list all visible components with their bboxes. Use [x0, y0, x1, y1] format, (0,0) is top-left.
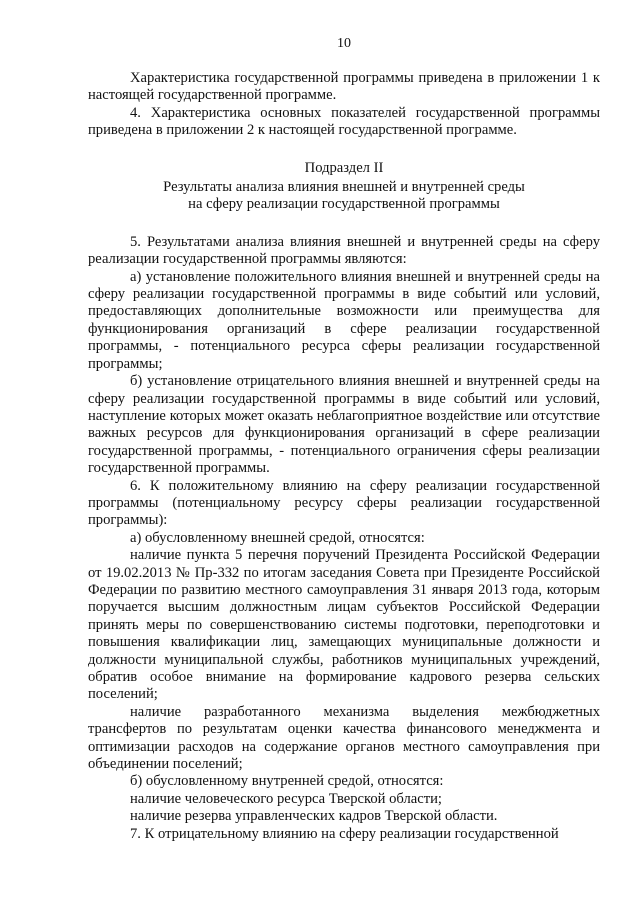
- paragraph-5a: а) установление положительного влияния внешней и внутренней среды на сферу реализации государственной программы в виде событий или условий, предоставляющих дополнительные возможности или преимущества для функционирования организаций в сфере реализации государственной программы, - потенциального ресурса сферы реализации государственной программы;: [88, 268, 600, 372]
- paragraph-5: 5. Результатами анализа влияния внешней и внутренней среды на сферу реализации государственной программы являются:: [88, 233, 600, 268]
- paragraph-6b: б) обусловленному внутренней средой, относятся:: [130, 773, 444, 790]
- paragraph-6b-item-1: наличие человеческого ресурса Тверской области;: [130, 790, 442, 807]
- paragraph-6b-item-2: наличие резерва управленческих кадров Тверской области.: [130, 808, 498, 825]
- subsection-label: Подраздел II: [304, 159, 384, 176]
- page-number: 10: [337, 36, 351, 51]
- paragraph-7: 7. К отрицательному влиянию на сферу реализации государственной: [130, 825, 559, 842]
- paragraph-6a-item-2: наличие разработанного механизма выделения межбюджетных трансфертов по результатам оценки качества финансового менеджмента и оптимизации расходов на содержание органов местного самоуправления при объединении поселений;: [88, 703, 600, 773]
- paragraph-6a: а) обусловленному внешней средой, относятся:: [130, 529, 425, 546]
- subsection-heading: [88, 160, 600, 214]
- intro-paragraph-2: 4. Характеристика основных показателей государственной программы приведена в приложении 2 к настоящей государственной программе.: [88, 104, 600, 139]
- paragraph-6: 6. К положительному влиянию на сферу реализации государственной программы (потенциальному ресурсу сферы реализации государственной программы):: [88, 477, 600, 529]
- subsection-title-line-2: на сферу реализации государственной программы: [188, 196, 500, 213]
- subsection-title-line-1: Результаты анализа влияния внешней и внутренней среды: [163, 179, 525, 196]
- intro-paragraph-1: Характеристика государственной программы приведена в приложении 1 к настоящей государственной программе.: [88, 70, 600, 104]
- paragraph-6a-item-1: наличие пункта 5 перечня поручений Президента Российской Федерации от 19.02.2013 № Пр-332 по итогам заседания Совета при Президенте Российской Федерации по развитию местного самоуправления 31 января 2013 года, которым поручается высшим должностным лицам субъектов Российской Федерации принять меры по совершенствованию системы подготовки, переподготовки и повышения квалификации лиц, замещающих муниципальные должности и должности муниципальной службы, работников муниципальных учреждений, обратив особое внимание на формирование кадрового резерва сельских поселений;: [88, 547, 600, 703]
- paragraph-5b: б) установление отрицательного влияния внешней и внутренней среды на сферу реализации государственной программы в виде событий или условий, наступление которых может оказать неблагоприятное воздействие или отсутствие важных ресурсов для функционирования организаций в сфере реализации государственной программы, - потенциального ограничения сферы реализации государственной программы.: [88, 373, 600, 477]
